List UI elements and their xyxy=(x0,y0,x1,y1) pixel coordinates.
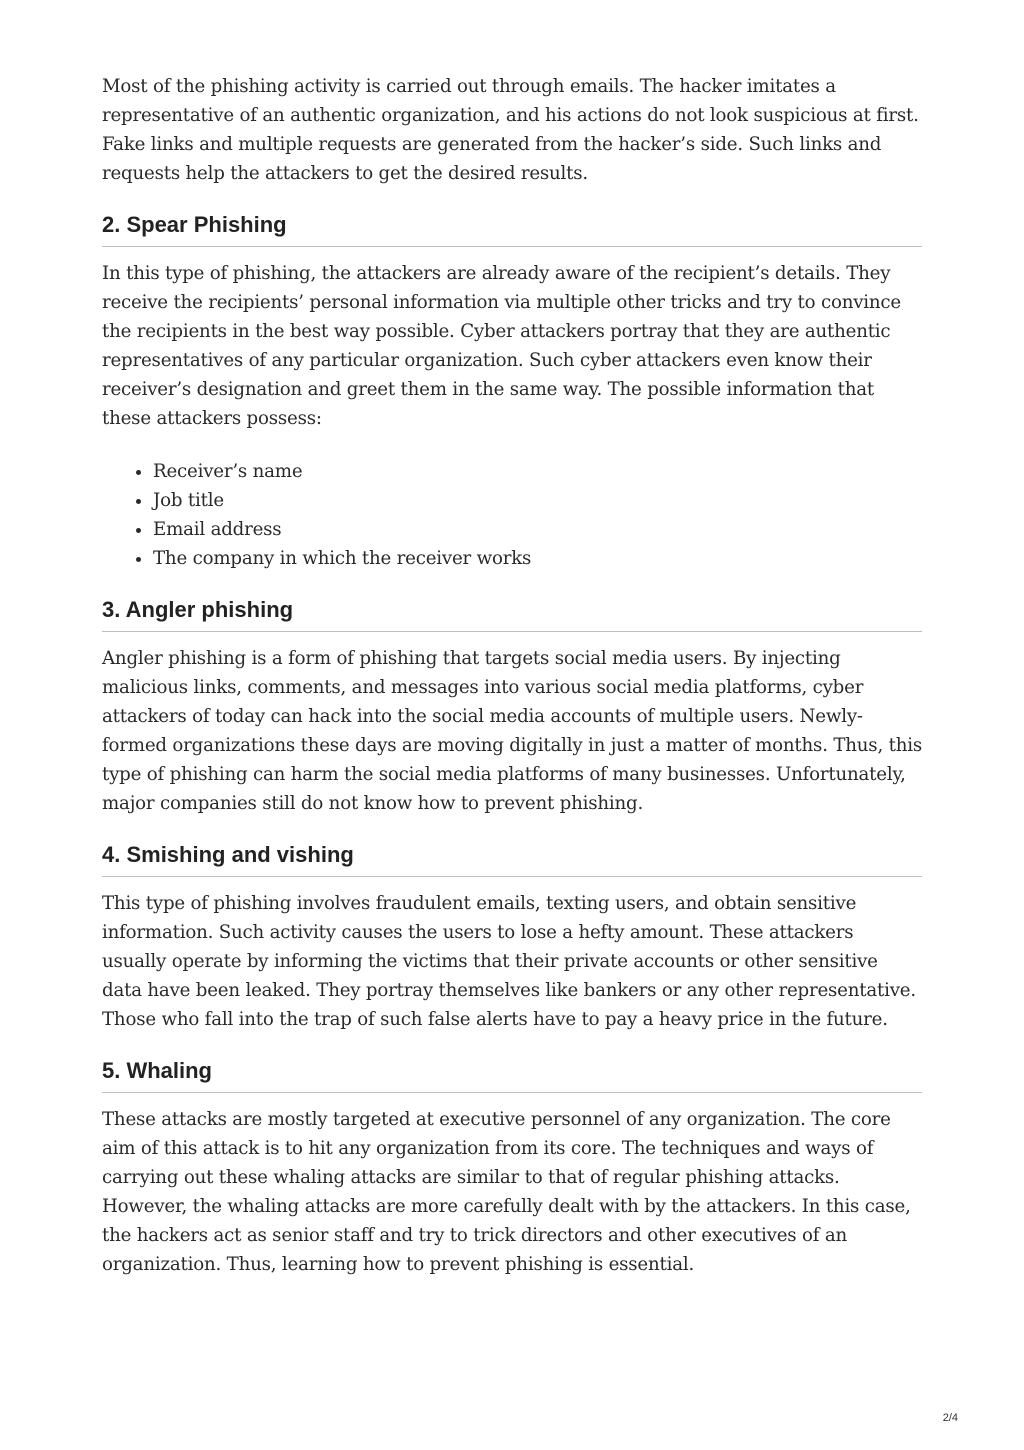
info-list xyxy=(102,457,922,573)
list-item: • Email address xyxy=(153,515,922,544)
section-paragraph: This type of phishing involves fraudulent emails, texting users, and obtain sensitive information. Such activity causes the users to lose a hefty amount. These attackers usually operate by informing the victims that their private accounts or other sensitive data have been leaked. They portray themselves like bankers or any other representative. Those who fall into the trap of such false alerts have to pay a heavy price in the future. xyxy=(102,893,916,1030)
section-whaling xyxy=(102,1058,922,1279)
list-item: • Job title xyxy=(153,486,922,515)
section-heading: 2. Spear Phishing xyxy=(102,212,922,247)
section-paragraph: These attacks are mostly targeted at executive personnel of any organization. The core aim of this attack is to hit any organization from its core. The techniques and ways of carrying out these whaling attacks are similar to that of regular phishing attacks. However, the whaling attacks are more carefully dealt with by the attackers. In this case, the hackers act as senior staff and try to trick directors and other executives of an organization. Thus, learning how to prevent phishing is essential. xyxy=(102,1109,911,1275)
section-angler-phishing xyxy=(102,597,922,818)
section-spear-phishing xyxy=(102,212,922,573)
section-heading: 4. Smishing and vishing xyxy=(102,842,922,877)
section-heading: 3. Angler phishing xyxy=(102,597,922,632)
document-content xyxy=(102,72,922,1279)
list-item: • Receiver’s name xyxy=(153,457,922,486)
page-number: 2/4 xyxy=(942,1412,958,1424)
intro-paragraph: Most of the phishing activity is carried out through emails. The hacker imitates a representative of an authentic organization, and his actions do not look suspicious at first. Fake links and multiple requests are generated from the hacker’s side. Such links and requests help the attackers to get the desired results. xyxy=(102,76,919,184)
section-smishing-vishing xyxy=(102,842,922,1034)
list-item: • The company in which the receiver works xyxy=(153,544,922,573)
section-paragraph: Angler phishing is a form of phishing that targets social media users. By injecting malicious links, comments, and messages into various social media platforms, cyber attackers of today can hack into the social media accounts of multiple users. Newly-formed organizations these days are moving digitally in just a matter of months. Thus, this type of phishing can harm the social media platforms of many businesses. Unfortunately, major companies still do not know how to prevent phishing. xyxy=(102,648,922,814)
section-heading: 5. Whaling xyxy=(102,1058,922,1093)
section-paragraph: In this type of phishing, the attackers are already aware of the recipient’s details. They receive the recipients’ personal information via multiple other tricks and try to convince the recipients in the best way possible. Cyber attackers portray that they are authentic representatives of any particular organization. Such cyber attackers even know their receiver’s designation and greet them in the same way. The possible information that these attackers possess: xyxy=(102,263,901,429)
